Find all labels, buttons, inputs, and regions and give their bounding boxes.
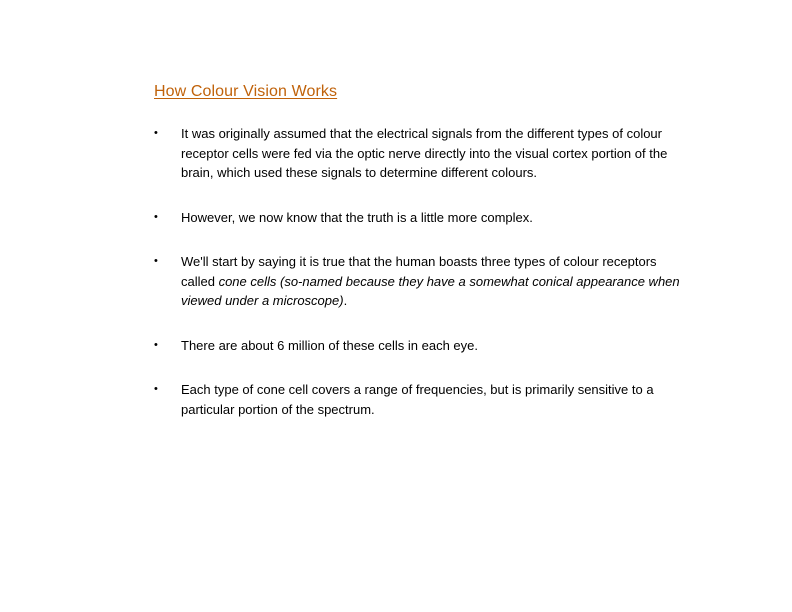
bullet-item (154, 208, 684, 228)
bullet-text: It was originally assumed that the electrical signals from the different types of colour receptor cells were fed via the optic nerve directly into the visual cortex portion of the brain, which used these signals to determine different colours. (181, 126, 668, 180)
bullet-item (154, 124, 684, 183)
bullet-marker: • (154, 383, 158, 395)
bullet-marker: • (154, 210, 158, 223)
bullet-text: Each type of cone cell covers a range of frequencies, but is primarily sensitive to a particular portion of the spectrum. (181, 382, 654, 417)
bullet-marker: • (154, 338, 158, 351)
bullet-text-end: . (343, 293, 348, 308)
bullet-text: There are about 6 million of these cells in each eye. (181, 337, 479, 353)
bullet-list (154, 124, 684, 419)
bullet-item (154, 336, 684, 356)
bullet-marker: • (154, 255, 158, 267)
slide-title: How Colour Vision Works (154, 83, 338, 100)
bullet-text-italic: cone cells (so-named because they have a somewhat conical appearance when viewed under a microscope) (181, 273, 680, 308)
bullet-item (154, 380, 684, 419)
bullet-item (154, 252, 684, 311)
bullet-text: However, we now know that the truth is a little more complex. (181, 209, 533, 225)
bullet-marker: • (154, 127, 158, 139)
bullet-text: We'll start by saying it is true that the human boasts three types of colour receptors called (181, 254, 657, 289)
